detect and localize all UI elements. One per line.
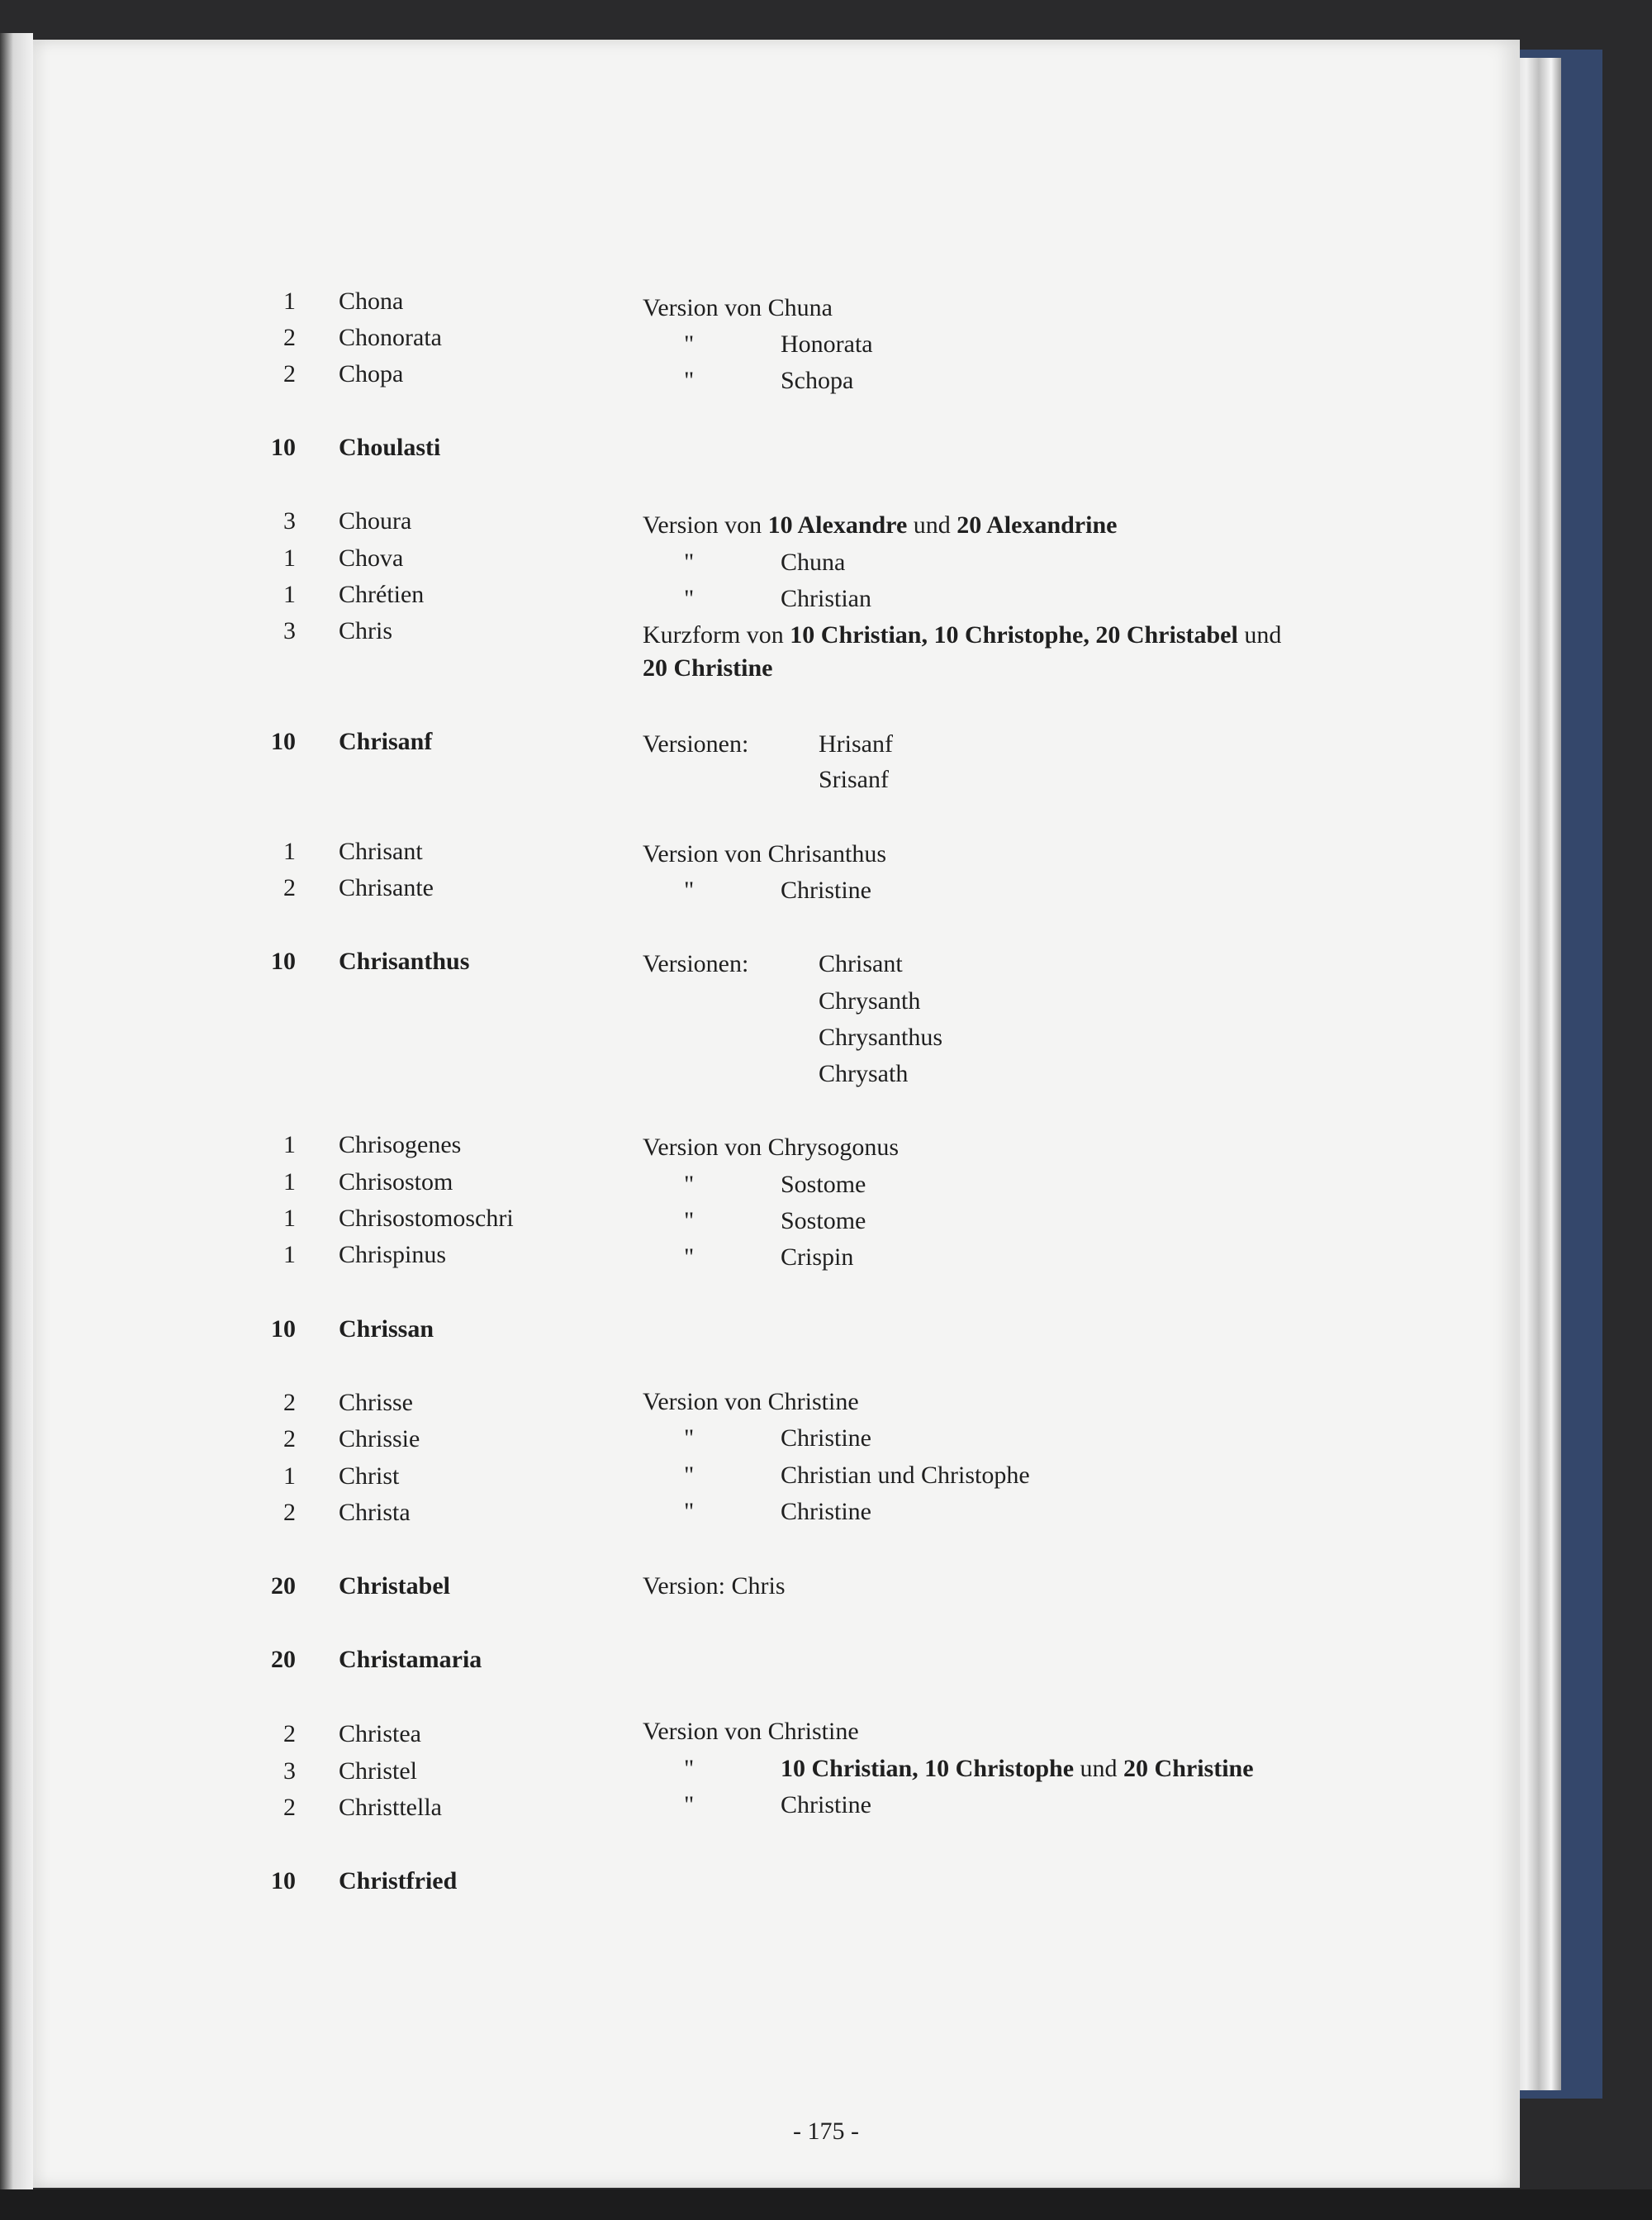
list-item [0,502,1652,540]
list-item [0,283,1652,321]
list-item [0,540,1652,578]
list-item-continuation [0,761,1652,799]
entry-number: 1 [283,1131,296,1158]
list-item [0,1494,1652,1532]
entry-number: 2 [283,1794,296,1821]
list-item [0,1200,1652,1238]
list-item [0,1789,1652,1827]
entry-name: Chrispinus [339,1241,447,1268]
list-item [0,833,1652,871]
entry-name: Chona [339,288,404,315]
list-item-continuation [0,982,1652,1020]
entry-target: Chrysath [819,1060,909,1087]
entry-number: 2 [283,1389,296,1416]
ditto-mark: " [684,1171,695,1198]
list-item [0,869,1652,907]
entry-name: Chrisogenes [339,1131,462,1158]
ditto-mark: " [684,1207,695,1234]
list-item [0,1420,1652,1458]
entry-target: Christian [781,585,871,612]
entry-name: Chova [339,544,404,572]
entry-target: Christine [781,877,871,904]
entry-description: Versionen: [643,950,749,977]
ditto-mark: " [684,1498,695,1525]
entry-target: Christine [781,1424,871,1452]
entry-number: 2 [283,1499,296,1526]
entry-number: 3 [283,617,296,644]
page-number: - 175 - [793,2118,859,2145]
ditto-mark: " [684,1462,695,1489]
entry-target: Honorata [781,330,873,358]
entry-target: Christine [781,1791,871,1818]
list-item [0,1126,1652,1164]
entry-name: Christfried [339,1867,458,1894]
list-item [0,1641,1652,1679]
list-item [0,1752,1652,1790]
entry-number: 1 [283,1462,296,1490]
entry-name: Chrisanthus [339,948,470,975]
entry-number: 1 [283,1168,296,1196]
entry-number: 10 [271,434,296,461]
entry-description: Version von Christine [643,1718,859,1745]
ditto-mark: " [684,330,695,358]
list-item [0,1310,1652,1348]
list-item [0,943,1652,981]
entry-number: 2 [283,874,296,901]
list-item [0,1384,1652,1422]
ditto-mark: " [684,367,695,394]
entry-name: Chrisante [339,874,434,901]
scan-bottom-band [0,2189,1652,2220]
entry-target: Christian und Christophe [781,1462,1030,1489]
entry-number: 2 [283,1425,296,1452]
entry-description: Version von Chrisanthus [643,840,886,868]
entry-number: 20 [271,1572,296,1600]
entry-number: 10 [271,1315,296,1343]
list-item [0,723,1652,761]
entry-name: Christa [339,1499,411,1526]
entry-number: 20 [271,1646,296,1673]
entry-name: Chrisse [339,1389,413,1416]
entry-name: Chrisanf [339,728,433,755]
entry-number: 1 [283,1241,296,1268]
list-item [0,355,1652,393]
entry-target: Sostome [781,1171,866,1198]
entry-number: 1 [283,838,296,865]
entry-name: Chrissan [339,1315,434,1343]
entry-description: Version von Chrysogonus [643,1134,900,1161]
entry-target: Christine [781,1498,871,1525]
ditto-mark: " [684,585,695,612]
entry-number: 10 [271,1867,296,1894]
entry-name: Christea [339,1720,421,1747]
entry-number: 2 [283,1720,296,1747]
entry-name: Chrisostomoschri [339,1205,514,1232]
entry-number: 10 [271,728,296,755]
list-item [0,319,1652,357]
entry-name: Christel [339,1757,417,1785]
entry-number: 10 [271,948,296,975]
list-item [0,1862,1652,1900]
entry-number: 3 [283,1757,296,1785]
entry-number: 1 [283,288,296,315]
entry-description-continued: 20 Christine [643,654,773,682]
entry-target: Crispin [781,1243,854,1271]
entry-number: 3 [283,507,296,535]
entry-description: Version: Chris [643,1572,786,1600]
entry-target: Chrisant [819,950,903,977]
entry-description: Kurzform von 10 Christian, 10 Christophe, 20 Christabel und [643,621,1282,649]
ditto-mark: " [684,1243,695,1271]
entry-name: Chopa [339,360,404,387]
list-item-continuation [0,1019,1652,1057]
entry-description: Version von Chuna [643,294,833,321]
ditto-mark: " [684,877,695,904]
entry-number: 2 [283,360,296,387]
list-item-continuation [0,649,1652,687]
ditto-mark: " [684,1791,695,1818]
entry-number: 2 [283,324,296,351]
list-item [0,576,1652,614]
list-item [0,1236,1652,1274]
list-item [0,612,1652,650]
entry-name: Chrétien [339,581,425,608]
list-item [0,1163,1652,1201]
entry-number: 1 [283,544,296,572]
entry-target: Hrisanf [819,730,893,758]
entry-name: Christtella [339,1794,442,1821]
entry-target: Chrysanthus [819,1024,942,1051]
entry-name: Chrissie [339,1425,420,1452]
entry-name: Christ [339,1462,400,1490]
ditto-mark: " [684,1755,695,1782]
entry-name: Choura [339,507,412,535]
list-item-continuation [0,1055,1652,1093]
entry-number: 1 [283,1205,296,1232]
entry-name: Christabel [339,1572,450,1600]
list-item [0,1715,1652,1753]
entry-target: Chuna [781,549,846,576]
entry-name: Choulasti [339,434,441,461]
entry-name: Chris [339,617,393,644]
entry-description: Version von Christine [643,1388,859,1415]
entry-name: Chrisostom [339,1168,453,1196]
entry-target: 10 Christian, 10 Christophe und 20 Christine [781,1755,1254,1782]
entry-target: Chrysanth [819,987,921,1015]
entry-number: 1 [283,581,296,608]
ditto-mark: " [684,549,695,576]
entry-target: Chris [731,1572,786,1600]
entry-target: Srisanf [819,766,889,793]
entry-description: Versionen: [643,730,749,758]
entry-description: Version von 10 Alexandre und 20 Alexandrine [643,511,1118,539]
entry-name: Chrisant [339,838,423,865]
entry-name: Chonorata [339,324,442,351]
list-item [0,1457,1652,1495]
list-item [0,429,1652,467]
ditto-mark: " [684,1424,695,1452]
entry-target: Sostome [781,1207,866,1234]
entry-name: Christamaria [339,1646,482,1673]
entry-target: Schopa [781,367,854,394]
list-item [0,1567,1652,1605]
